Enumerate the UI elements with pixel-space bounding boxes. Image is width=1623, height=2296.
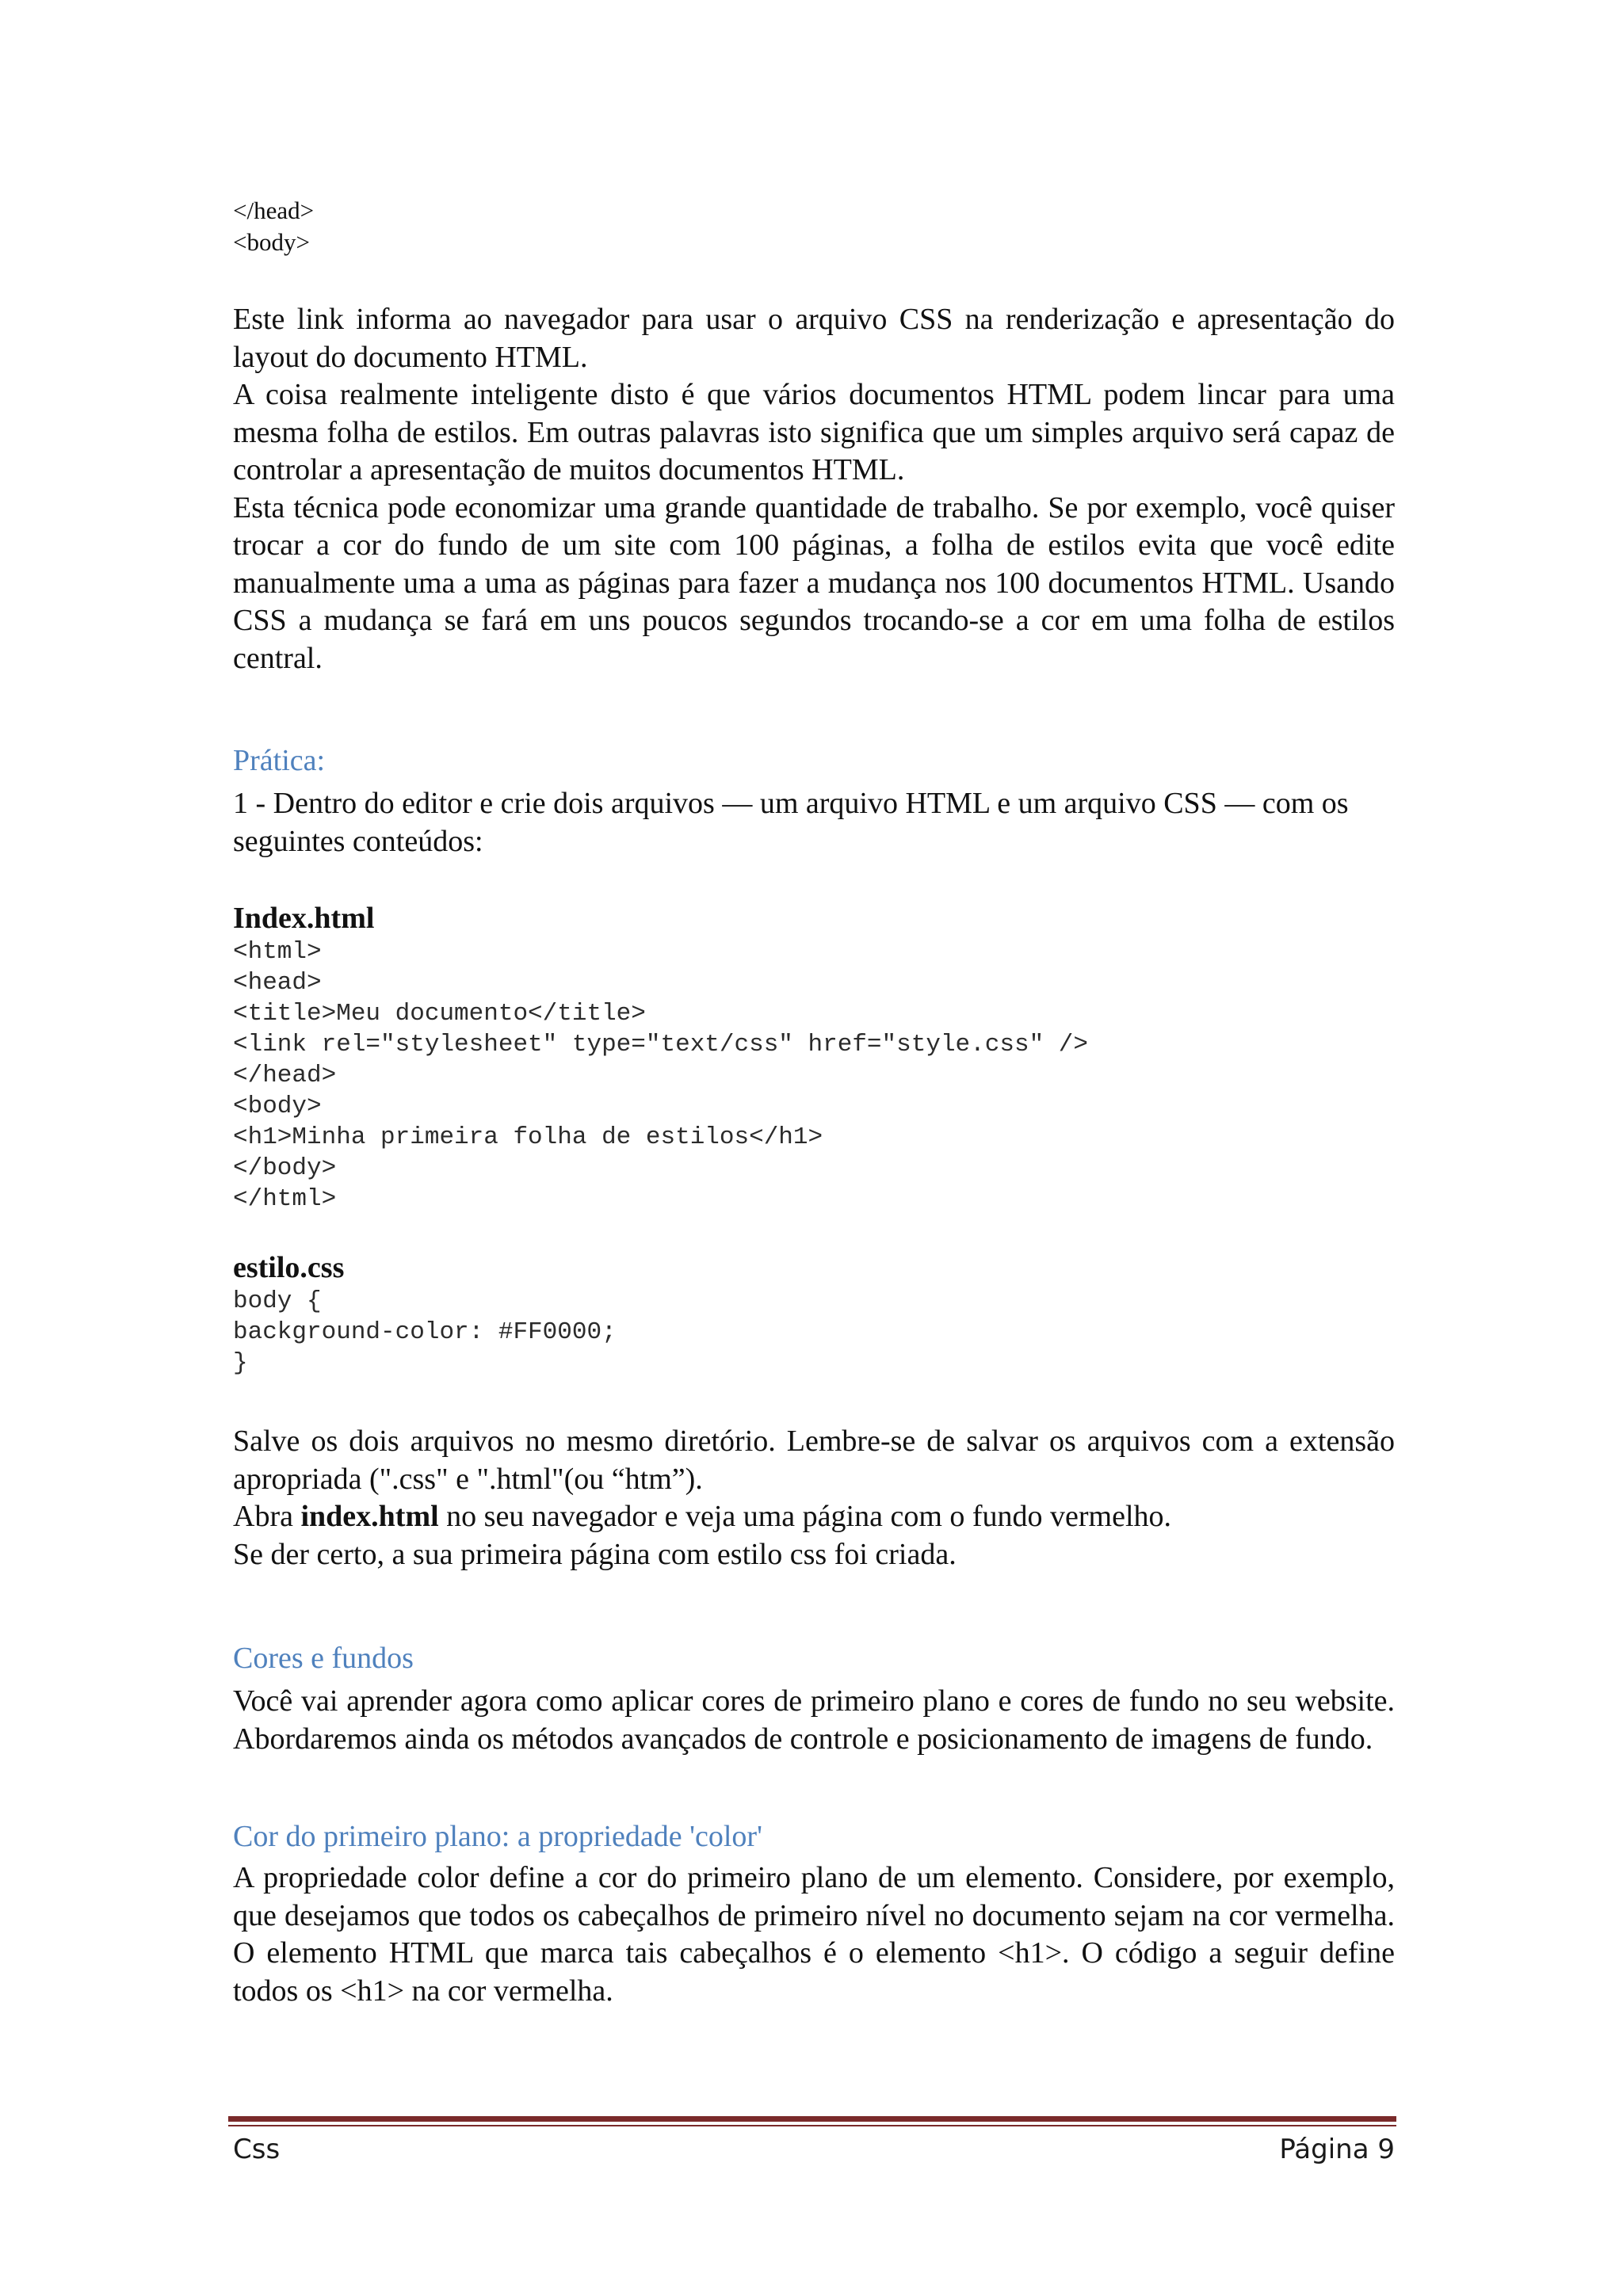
file2-name: estilo.css	[233, 1251, 345, 1284]
code-line: </body>	[233, 1154, 337, 1182]
code-line: </head>	[233, 1062, 337, 1089]
colors-heading: Cores e fundos	[233, 1642, 414, 1675]
footer-title: Css	[233, 2134, 281, 2165]
code-line: <html>	[233, 938, 322, 966]
code-line: <body>	[233, 1093, 322, 1120]
practice-instruction: 1 - Dentro do editor e crie dois arquivos — um arquivo HTML e um arquivo CSS — com os seguintes conteúdos:	[233, 787, 1349, 858]
save-instructions: Salve os dois arquivos no mesmo diretório. Lembre-se de salvar os arquivos com a extensão apropriada (".css" e ".html"(ou “htm”).	[233, 1425, 1395, 1496]
color-property-paragraph: A propriedade color define a cor do primeiro plano de um elemento. Considere, por exemplo, que desejamos que todos os cabeçalhos de primeiro nível no documento sejam na cor vermelha. O elemento HTML que marca tais cabeçalhos é o elemento <h1>. O código a seguir define todos os <h1> na cor vermelha.	[233, 1861, 1395, 2008]
footer-rule-thin	[228, 2125, 1396, 2126]
colors-paragraph: Você vai aprender agora como aplicar cores de primeiro plano e cores de fundo no seu website. Abordaremos ainda os métodos avançados de controle e posicionamento de imagens de fundo.	[233, 1684, 1395, 1756]
page-content	[233, 195, 1395, 2010]
code-line: </html>	[233, 1185, 337, 1213]
code-line: <head>	[233, 969, 322, 997]
open-instructions	[233, 1498, 1395, 1536]
code-line: body {	[233, 1287, 322, 1315]
intro-paragraph-2: A coisa realmente inteligente disto é que vários documentos HTML podem lincar para uma mesma folha de estilos. Em outras palavras isto significa que um simples arquivo será capaz de controlar a apresentação de muitos documentos HTML.	[233, 378, 1395, 486]
success-text: Se der certo, a sua primeira página com estilo css foi criada.	[233, 1537, 957, 1571]
page-footer	[233, 2131, 1395, 2168]
code-line: <title>Meu documento</title>	[233, 1000, 646, 1028]
open-prefix: Abra	[233, 1500, 301, 1533]
intro-paragraph-1: Este link informa ao navegador para usar o arquivo CSS na renderização e apresentação do layout do documento HTML.	[233, 303, 1395, 374]
code-line: <link rel="stylesheet" type="text/css" href="style.css" />	[233, 1031, 1088, 1058]
file1-code-block	[233, 936, 1395, 1215]
file1-name: Index.html	[233, 902, 375, 935]
code-line: background-color: #FF0000;	[233, 1318, 617, 1346]
code-line: }	[233, 1349, 248, 1377]
code-line: <h1>Minha primeira folha de estilos</h1>	[233, 1123, 823, 1151]
footer-rule	[228, 2116, 1396, 2122]
page-number: Página 9	[1279, 2134, 1395, 2165]
code-line-body-open: <body>	[233, 228, 310, 256]
intro-paragraph-3: Esta técnica pode economizar uma grande quantidade de trabalho. Se por exemplo, você quiser trocar a cor do fundo de um site com 100 páginas, a folha de estilos evita que você edite manualmente uma a uma as páginas para fazer a mudança nos 100 documentos HTML. Usando CSS a mudança se fará em uns poucos segundos trocando-se a cor em uma folha de estilos central.	[233, 490, 1395, 675]
open-filename: index.html	[300, 1500, 439, 1533]
practice-heading: Prática:	[233, 744, 326, 777]
code-line-head-close: </head>	[233, 196, 315, 224]
color-property-heading: Cor do primeiro plano: a propriedade 'color'	[233, 1820, 762, 1853]
file2-code-block	[233, 1286, 1395, 1379]
open-suffix: no seu navegador e veja uma página com o fundo vermelho.	[438, 1500, 1172, 1533]
